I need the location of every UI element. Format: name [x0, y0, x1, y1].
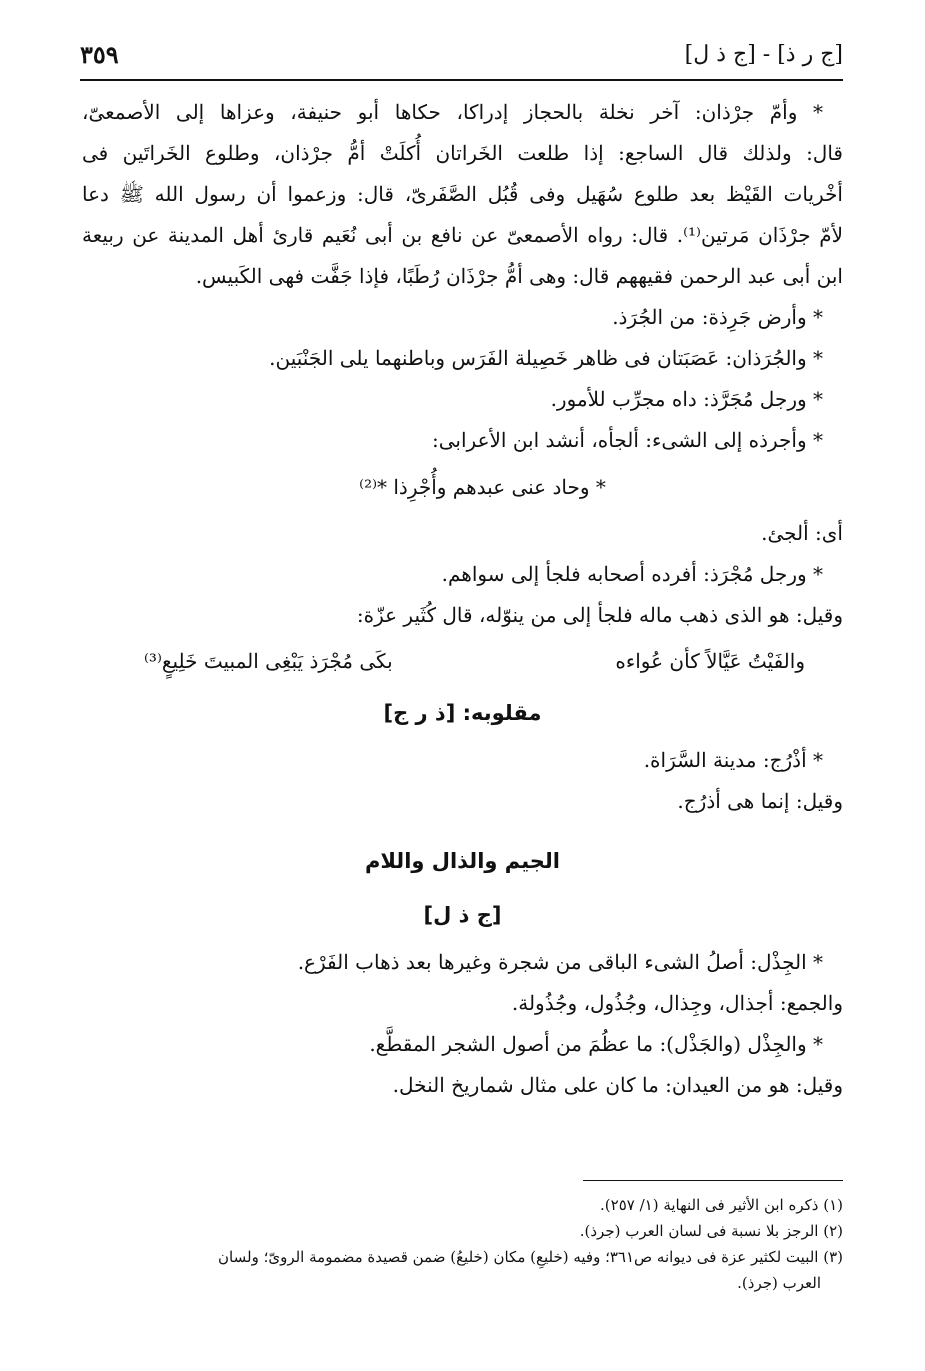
footnotes: [82, 1192, 843, 1296]
text-line: وقيل: هو من العيدان: ما كان على مثال شماريخ النخل.: [392, 1073, 843, 1097]
text-line: * وأجرذه إلى الشىء: ألجأه، أنشد ابن الأعرابى:: [432, 428, 823, 452]
text-line: * الجِذْل: أصلُ الشىء الباقى من شجرة وغيرها بعد ذهاب الفَرْع.: [297, 950, 823, 974]
text-line: * ورجل مُجَرَّذ: داه مجرِّب للأمور.: [550, 387, 823, 411]
footnote-continuation: العرب (جرذ).: [737, 1274, 821, 1292]
chapter-heading: الجيم والذال واللام: [364, 849, 561, 873]
text-line: قال: ولذلك قال الساجع: إذا طلعت الخَراتان أُكلَتْ أمُّ جرْذان، وطلوع الخَراتَين فى: [82, 141, 843, 165]
first-hemistich: والفَيْتُ عَيَّالاً كأن عُواءه: [615, 649, 805, 673]
footnote: (١) ذكره ابن الأثير فى النهاية (١/ ٢٥٧).: [600, 1196, 843, 1214]
footnote: (٣) البيت لكثير عزة فى ديوانه ص٣٦١؛ وفيه (خليعِ) مكان (خليعُ) ضمن قصيدة مضمومة الروىّ؛ ولسان: [218, 1248, 843, 1266]
text-line: أى: ألجئ.: [761, 521, 843, 545]
main-text: [82, 92, 843, 1106]
text-line: * والجِذْل (والجَذْل): ما عظُمَ من أصول الشجر المقطَّع.: [369, 1032, 823, 1056]
text-line: وقيل: إنما هى أذرُج.: [677, 789, 843, 813]
footnote: (٢) الرجز بلا نسبة فى لسان العرب (جرذ).: [579, 1222, 843, 1240]
header-rule: [80, 79, 843, 81]
page-number: ٣٥٩: [80, 40, 119, 69]
text-line: والجمع: أجذال، وجِذال، وجُذُول، وجُذُولة.: [511, 991, 843, 1015]
second-hemistich: بكَى مُجْرَذ يَبْغِى المبيتَ خَلِيعٍ⁽³⁾: [144, 649, 393, 673]
root-heading: [ج ذ ل]: [423, 903, 502, 927]
text-line: * والجُرَذان: عَصَبَتان فى ظاهر خَصِيلة الفَرَس وباطنهما يلى الجَنْبَين.: [269, 346, 823, 370]
spacer: [82, 822, 843, 834]
text-line: وقيل: هو الذى ذهب ماله فلجأ إلى من ينوّله، قال كُثَير عزّة:: [356, 603, 843, 627]
text-line: * أذْرُج: مدينة السَّرَاة.: [643, 748, 823, 772]
running-title: [ج ر ذ] - [ج ذ ل]: [684, 42, 843, 67]
section-heading-inverse: مقلوبه: [ذ ر ج]: [383, 701, 542, 725]
text-line: * وأرض جَرِذة: من الجُرَذ.: [612, 305, 823, 329]
page-header: [80, 36, 843, 76]
text-line: * وأمّ جرْذان: آخر نخلة بالحجاز إدراكا، حكاها أبو حنيفة، وعزاها إلى الأصمعىّ،: [82, 100, 823, 124]
text-line: ابن أبى عبد الرحمن فقيههم قال: وهى أمُّ جرْذَان رُطَبًا، فإذا جَفَّت فهى الكَبيس.: [195, 264, 843, 288]
rajaz-verse: * وحاد عنى عبدهم وأُجْرِذا *⁽²⁾: [359, 475, 606, 499]
text-line: لأمّ جرْذَان مَرتين⁽¹⁾. قال: رواه الأصمعىّ عن نافع بن أبى نُعَيم قارئ أهل المدينة عن ربيعة: [82, 223, 843, 247]
footnote-rule: [583, 1180, 843, 1181]
text-line: أخْريات القَيْظ بعد طلوع سُهَيل وفى قُبُل الصَّفَرىّ، قال: وزعموا أن رسول الله ﷺ دعا: [82, 182, 843, 206]
poetry-couplet: [82, 636, 843, 686]
text-line: * ورجل مُجْرَذ: أفرده أصحابه فلجأ إلى سواهم.: [441, 562, 823, 586]
